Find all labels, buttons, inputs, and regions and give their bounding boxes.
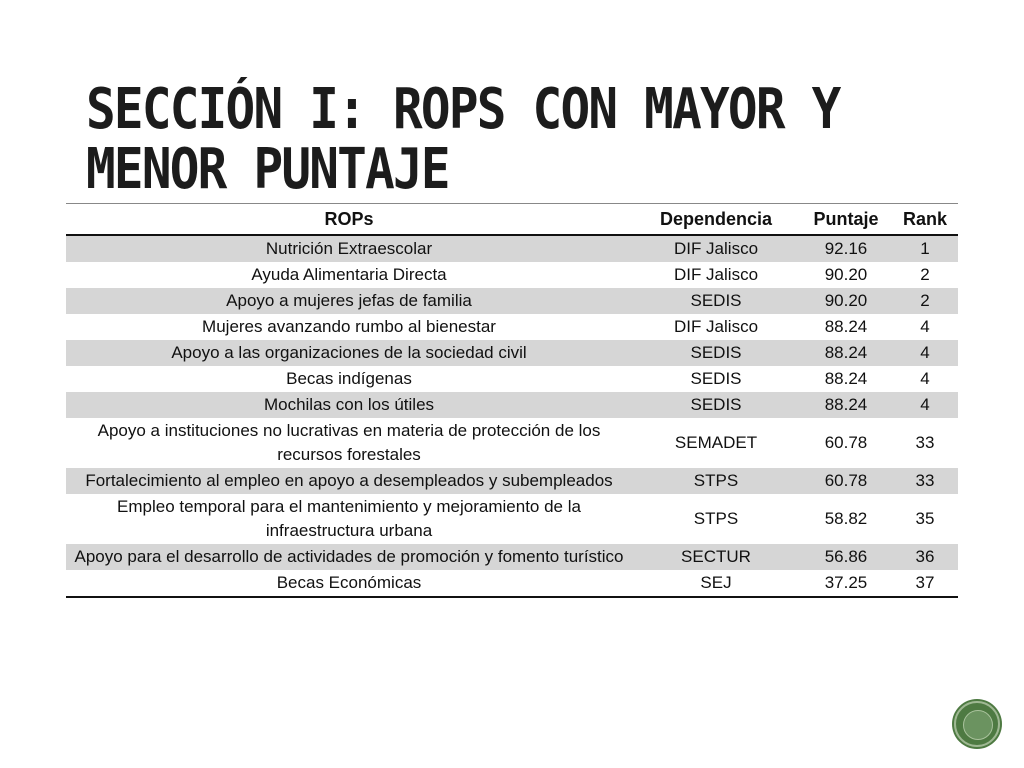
cell-dependencia: SEMADET bbox=[674, 433, 758, 452]
cell-dependencia: STPS bbox=[632, 468, 800, 494]
table-row bbox=[66, 544, 958, 570]
cell-puntaje: 88.24 bbox=[824, 317, 868, 336]
cell-rank: 4 bbox=[892, 392, 958, 418]
cell-dependencia: DIF Jalisco bbox=[673, 317, 759, 336]
cell-dependencia: SEDIS bbox=[632, 392, 800, 418]
cell-dependencia: SEDIS bbox=[632, 288, 800, 314]
cell-puntaje: 88.24 bbox=[800, 340, 892, 366]
rops-table bbox=[66, 203, 958, 598]
cell-rop: Becas indígenas bbox=[286, 369, 412, 388]
cell-rank: 1 bbox=[892, 235, 958, 262]
cell-dependencia: SECTUR bbox=[632, 544, 800, 570]
table-row bbox=[66, 314, 958, 340]
table-row bbox=[66, 235, 958, 262]
cell-rank: 33 bbox=[915, 433, 935, 452]
cell-dependencia: SEDIS bbox=[690, 369, 742, 388]
cell-dependencia: DIF Jalisco bbox=[673, 265, 759, 284]
cell-rank: 35 bbox=[915, 509, 935, 528]
header-dependencia: Dependencia bbox=[632, 204, 800, 236]
header-rank: Rank bbox=[892, 204, 958, 236]
table-row bbox=[66, 340, 958, 366]
cell-dependencia: SEDIS bbox=[632, 340, 800, 366]
table-header-row bbox=[66, 204, 958, 236]
cell-rank: 2 bbox=[920, 265, 930, 284]
cell-puntaje: 37.25 bbox=[800, 570, 892, 597]
cell-rop: Apoyo a las organizaciones de la sociedad civil bbox=[66, 340, 632, 366]
badge-inner-circle bbox=[963, 710, 993, 740]
table-row bbox=[66, 392, 958, 418]
cell-rank: 4 bbox=[920, 317, 930, 336]
cell-rank: 33 bbox=[892, 468, 958, 494]
cell-puntaje: 88.24 bbox=[800, 392, 892, 418]
cell-rank: 37 bbox=[892, 570, 958, 597]
cell-puntaje: 92.16 bbox=[800, 235, 892, 262]
cell-puntaje: 60.78 bbox=[824, 433, 868, 452]
cell-rop: Apoyo para el desarrollo de actividades de promoción y fomento turístico bbox=[66, 544, 632, 570]
cell-rank: 2 bbox=[892, 288, 958, 314]
cell-rank: 4 bbox=[892, 340, 958, 366]
table-row bbox=[66, 366, 958, 392]
cell-puntaje: 56.86 bbox=[800, 544, 892, 570]
cell-puntaje: 90.20 bbox=[824, 265, 868, 284]
table-row bbox=[66, 468, 958, 494]
cell-rop: Ayuda Alimentaria Directa bbox=[251, 265, 447, 284]
cell-rop: Mochilas con los útiles bbox=[66, 392, 632, 418]
slide-title: SECCIÓN I: ROPS CON MAYOR Y MENOR PUNTAJE bbox=[86, 77, 840, 202]
cell-dependencia: STPS bbox=[693, 509, 739, 528]
table-row bbox=[66, 288, 958, 314]
table-row bbox=[66, 262, 958, 288]
cell-puntaje: 58.82 bbox=[824, 509, 868, 528]
round-green-badge-icon[interactable] bbox=[954, 701, 1000, 747]
cell-rop: Nutrición Extraescolar bbox=[66, 235, 632, 262]
cell-rank: 4 bbox=[920, 369, 930, 388]
cell-rop: Fortalecimiento al empleo en apoyo a desempleados y subempleados bbox=[66, 468, 632, 494]
table-row bbox=[66, 570, 958, 597]
header-puntaje: Puntaje bbox=[800, 204, 892, 236]
cell-dependencia: SEJ bbox=[632, 570, 800, 597]
cell-rop: Mujeres avanzando rumbo al bienestar bbox=[202, 317, 496, 336]
cell-rop: Apoyo a instituciones no lucrativas en materia de protección de los recursos forestales bbox=[97, 421, 601, 464]
cell-rop: Empleo temporal para el mantenimiento y mejoramiento de la infraestructura urbana bbox=[117, 497, 581, 540]
header-rops: ROPs bbox=[66, 204, 632, 236]
cell-dependencia: DIF Jalisco bbox=[632, 235, 800, 262]
cell-rank: 36 bbox=[892, 544, 958, 570]
cell-rop: Becas Económicas bbox=[66, 570, 632, 597]
cell-puntaje: 88.24 bbox=[824, 369, 868, 388]
cell-puntaje: 90.20 bbox=[800, 288, 892, 314]
cell-puntaje: 60.78 bbox=[800, 468, 892, 494]
table-row bbox=[66, 494, 958, 544]
cell-rop: Apoyo a mujeres jefas de familia bbox=[66, 288, 632, 314]
table-row bbox=[66, 418, 958, 468]
